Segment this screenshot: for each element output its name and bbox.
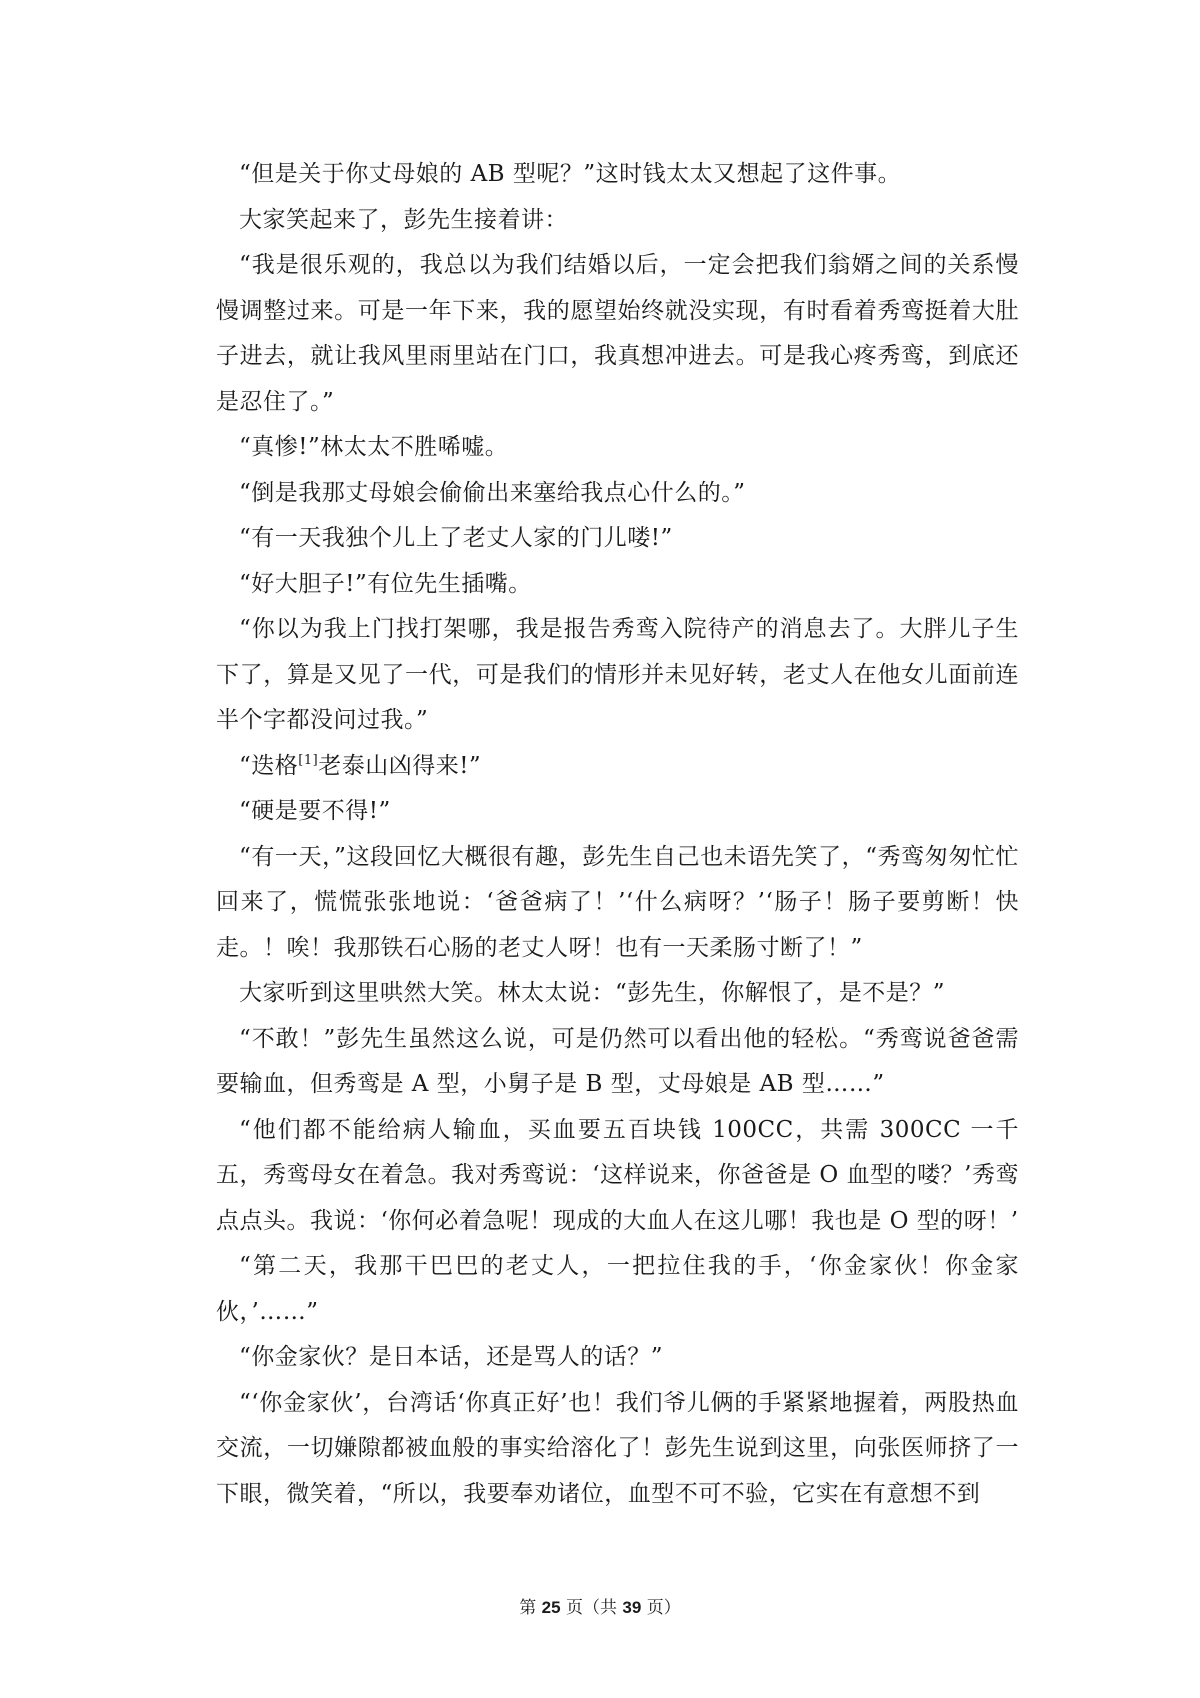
- paragraph: “他们都不能给病人输血，买血要五百块钱 100CC，共需 300CC 一千五，秀鸾母女在着急。我对秀鸾说：‘这样说来，你爸爸是 O 血型的喽？’秀鸾点点头。我说：‘你何必着急呢！现成的大血人在这儿哪！我也是 O 型的呀！’: [216, 1116, 1019, 1234]
- page-body: [216, 152, 1019, 1517]
- paragraph: “硬是要不得!”: [239, 798, 391, 824]
- footer-prefix: 第: [519, 1598, 542, 1618]
- paragraph: “我是很乐观的，我总以为我们结婚以后，一定会把我们翁婿之间的关系慢慢调整过来。可是一年下来，我的愿望始终就没实现，有时看着秀鸾挺着大肚子进去，就让我风里雨里站在门口，我真想冲进去。可是我心疼秀鸾，到底还是忍住了。”: [216, 252, 1019, 415]
- current-page-number: 25: [541, 1598, 561, 1617]
- page-number-footer: [0, 1593, 1200, 1618]
- footer-suffix: 页）: [641, 1598, 681, 1618]
- paragraph-with-footnote: [216, 744, 1019, 790]
- paragraph: “倒是我那丈母娘会偷偷出来塞给我点心什么的。”: [239, 479, 746, 506]
- paragraph: “有一天我独个儿上了老丈人家的门儿喽!”: [239, 525, 673, 551]
- paragraph: “但是关于你丈母娘的 AB 型呢？”这时钱太太又想起了这件事。: [239, 161, 902, 187]
- footnote-text-before: “迭格: [239, 752, 299, 779]
- paragraph: “第二天，我那干巴巴的老丈人，一把拉住我的手，‘你金家伙！你金家伙，’……”: [216, 1253, 1019, 1325]
- paragraph: “真惨!”林太太不胜唏嘘。: [239, 434, 509, 460]
- footnote-marker[interactable]: [1]: [298, 752, 319, 768]
- paragraph: “你以为我上门找打架哪，我是报告秀鸾入院待产的消息去了。大胖儿子生下了，算是又见了一代，可是我们的情形并未见好转，老丈人在他女儿面前连半个字都没问过我。”: [216, 616, 1019, 733]
- paragraph: “不敢！”彭先生虽然这么说，可是仍然可以看出他的轻松。“秀鸾说爸爸需要输血，但秀鸾是 A 型，小舅子是 B 型，丈母娘是 AB 型……”: [216, 1025, 1019, 1097]
- paragraph: 大家笑起来了，彭先生接着讲：: [239, 206, 568, 233]
- paragraph: “你金家伙？是日本话，还是骂人的话？”: [239, 1344, 664, 1370]
- paragraph: “有一天，”这段回忆大概很有趣，彭先生自己也未语先笑了，“秀鸾匆匆忙忙回来了，慌慌张张地说：‘爸爸病了！’‘什么病呀？’‘肠子！肠子要剪断！快走。！唉！我那铁石心肠的老丈人呀！也有一天柔肠寸断了！”: [216, 843, 1019, 961]
- paragraph: “‘你金家伙’，台湾话‘你真正好’也！我们爷儿俩的手紧紧地握着，两股热血交流，一切嫌隙都被血般的事实给溶化了！彭先生说到这里，向张医师挤了一下眼，微笑着，“所以，我要奉劝诸位，血型不可不验，它实在有意想不到: [216, 1389, 1019, 1507]
- paragraph: 大家听到这里哄然大笑。林太太说：“彭先生，你解恨了，是不是？”: [239, 980, 946, 1006]
- paragraph: “好大胆子!”有位先生插嘴。: [239, 570, 532, 597]
- total-page-number: 39: [622, 1598, 642, 1617]
- footer-middle: 页（共: [560, 1598, 623, 1618]
- footnote-text-after: 老泰山凶得来!”: [318, 752, 482, 779]
